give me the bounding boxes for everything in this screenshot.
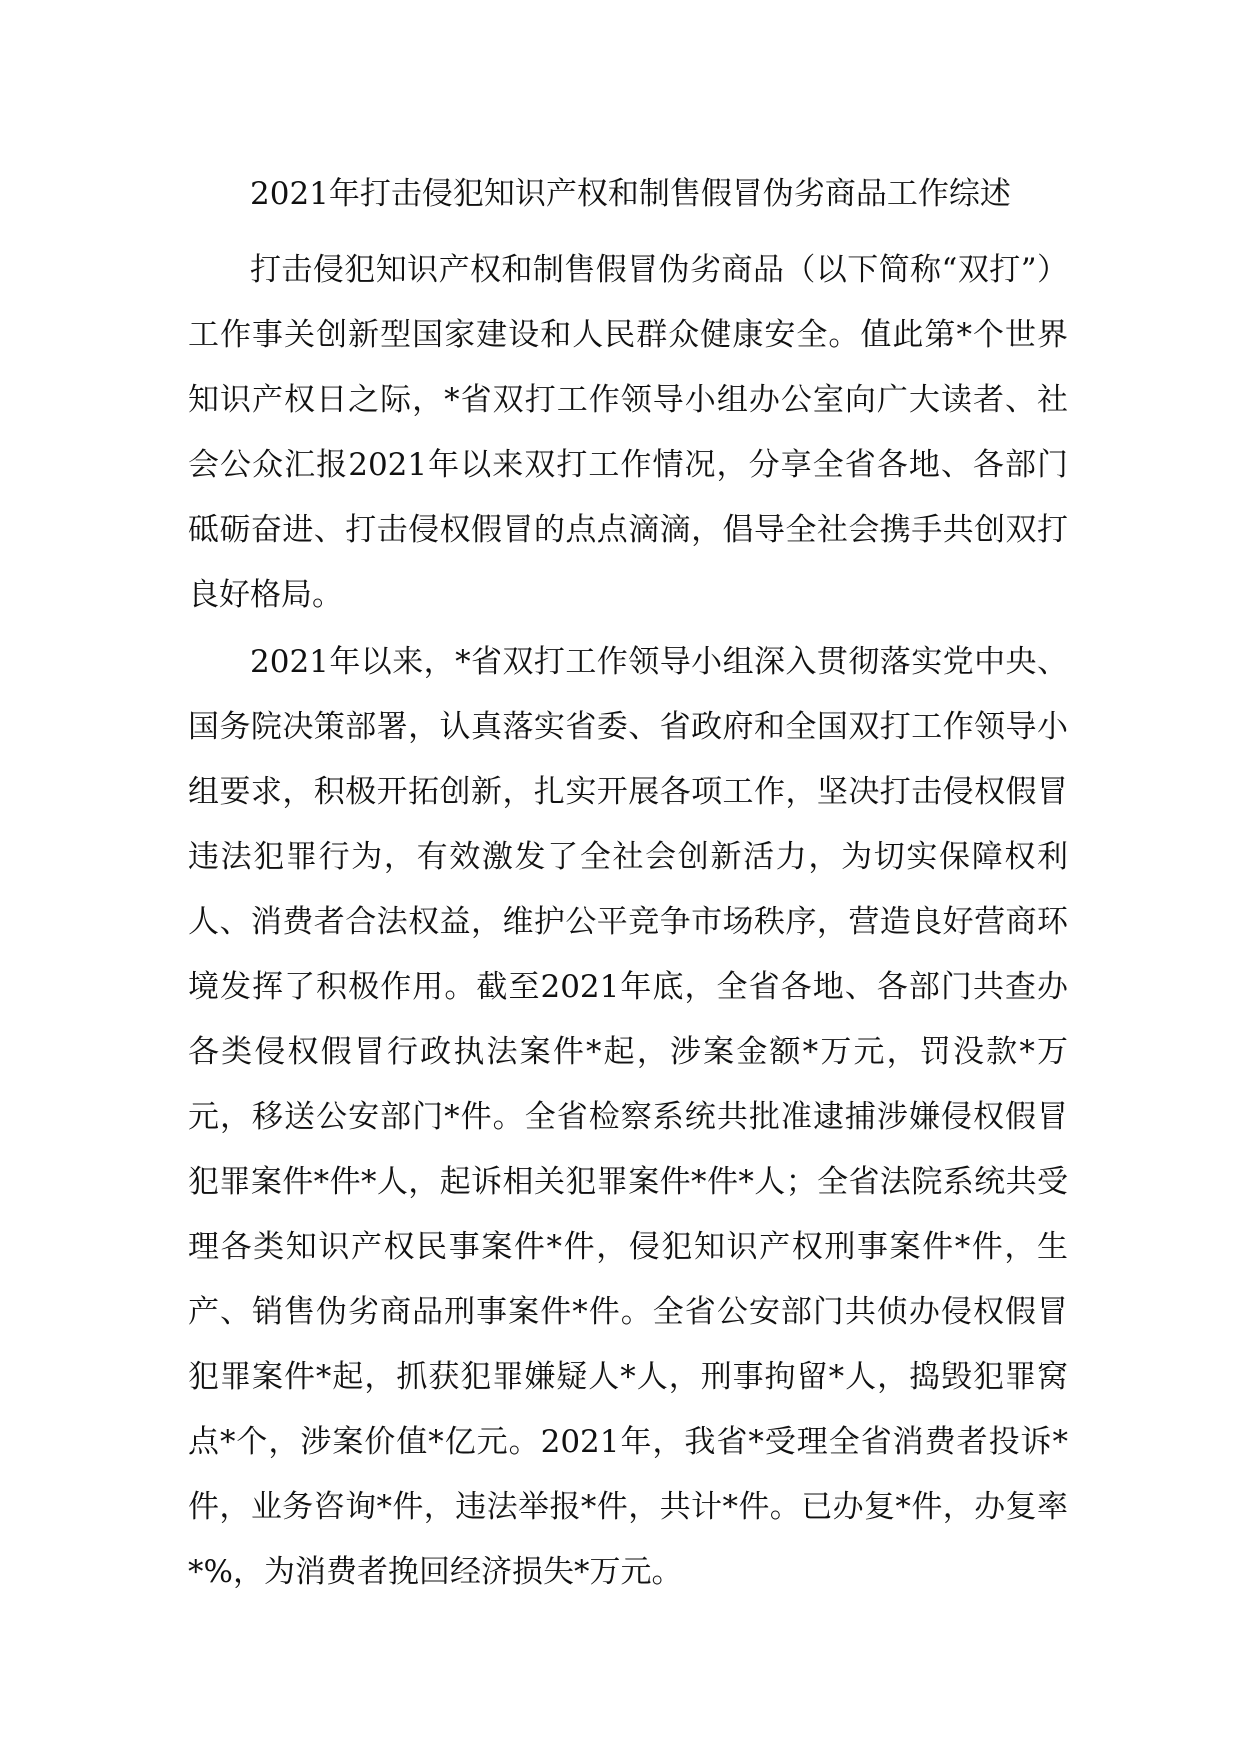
paragraph-intro: 打击侵犯知识产权和制售假冒伪劣商品（以下简称“双打”）工作事关创新型国家建设和人民群众健康安全。值此第*个世界知识产权日之际，*省双打工作领导小组办公室向广大读者、社会公众汇报2021年以来双打工作情况，分享全省各地、各部门砥砺奋进、打击侵权假冒的点点滴滴，倡导全社会携手共创双打良好格局。 [188, 252, 1068, 613]
document-body [188, 238, 1068, 1605]
document-title: 2021年打击侵犯知识产权和制售假冒伪劣商品工作综述 [250, 176, 1011, 212]
paragraph-summary: 2021年以来，*省双打工作领导小组深入贯彻落实党中央、国务院决策部署，认真落实省委、省政府和全国双打工作领导小组要求，积极开拓创新，扎实开展各项工作，坚决打击侵权假冒违法犯罪行为，有效激发了全社会创新活力，为切实保障权利人、消费者合法权益，维护公平竞争市场秩序，营造良好营商环境发挥了积极作用。截至2021年底，全省各地、各部门共查办各类侵权假冒行政执法案件*起，涉案金额*万元，罚没款*万元，移送公安部门*件。全省检察系统共批准逮捕涉嫌侵权假冒犯罪案件*件*人，起诉相关犯罪案件*件*人；全省法院系统共受理各类知识产权民事案件*件，侵犯知识产权刑事案件*件，生产、销售伪劣商品刑事案件*件。全省公安部门共侦办侵权假冒犯罪案件*起，抓获犯罪嫌疑人*人，刑事拘留*人，捣毁犯罪窝点*个，涉案价值*亿元。2021年，我省*受理全省消费者投诉*件，业务咨询*件，违法举报*件，共计*件。已办复*件，办复率*%，为消费者挽回经济损失*万元。 [188, 644, 1068, 1590]
